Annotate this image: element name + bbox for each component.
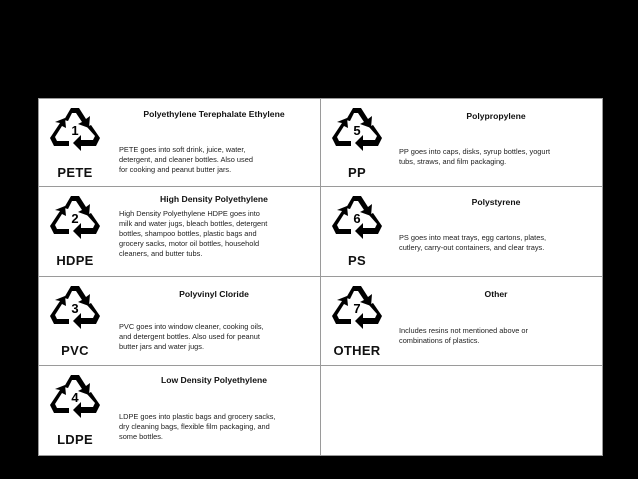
desc-line: bottles, shampoo bottles, plastic bags and bbox=[119, 229, 257, 238]
desc-line: grocery sacks, motor oil bottles, household bbox=[119, 239, 260, 248]
recycle-icon bbox=[45, 283, 105, 329]
recycle-icon bbox=[327, 193, 387, 239]
desc-line: Includes resins not mentioned above or bbox=[399, 326, 529, 335]
recycle-icon bbox=[45, 193, 105, 239]
resin-number: 6 bbox=[353, 211, 361, 226]
recycling-codes-table bbox=[38, 98, 603, 456]
plastic-cell-pp bbox=[320, 98, 603, 187]
resin-code: PVC bbox=[61, 343, 89, 358]
recycle-icon bbox=[327, 105, 387, 151]
plastic-title: Other bbox=[484, 289, 508, 299]
resin-number: 7 bbox=[353, 301, 361, 316]
plastic-description bbox=[119, 412, 319, 442]
plastic-description bbox=[119, 145, 319, 175]
desc-line: LDPE goes into plastic bags and grocery sacks, bbox=[119, 412, 276, 421]
recycle-icon bbox=[45, 372, 105, 418]
plastic-title: Polypropylene bbox=[466, 111, 526, 121]
resin-code: PS bbox=[348, 253, 366, 268]
desc-line: cutlery, carry-out containers, and clear trays. bbox=[399, 243, 545, 252]
resin-code: PETE bbox=[57, 165, 93, 180]
desc-line: PS goes into meat trays, egg cartons, plates, bbox=[399, 233, 547, 242]
plastic-cell-pete bbox=[38, 98, 321, 187]
desc-line: dry cleaning bags, flexible film packaging, and bbox=[119, 422, 270, 431]
desc-line: PETE goes into soft drink, juice, water, bbox=[119, 145, 246, 154]
desc-line: for cooking and peanut butter jars. bbox=[119, 165, 232, 174]
plastic-description bbox=[399, 147, 601, 167]
desc-line: High Density Polyethylene HDPE goes into bbox=[119, 209, 260, 218]
desc-line: and detergent bottles. Also used for peanut bbox=[119, 332, 260, 341]
plastic-description bbox=[399, 233, 601, 253]
plastic-title: Polyvinyl Cloride bbox=[179, 289, 249, 299]
resin-code: HDPE bbox=[56, 253, 94, 268]
desc-line: tubs, straws, and film packaging. bbox=[399, 157, 507, 166]
recycle-icon bbox=[327, 283, 387, 329]
desc-line: some bottles. bbox=[119, 432, 163, 441]
resin-code: OTHER bbox=[333, 343, 381, 358]
desc-line: combinations of plastics. bbox=[399, 336, 480, 345]
plastic-cell-hdpe bbox=[38, 186, 321, 277]
desc-line: butter jars and water jugs. bbox=[119, 342, 205, 351]
plastic-cell-other bbox=[320, 276, 603, 366]
plastic-cell-ps bbox=[320, 186, 603, 277]
empty-cell bbox=[320, 365, 603, 456]
resin-number: 1 bbox=[71, 123, 79, 138]
desc-line: detergent, and cleaner bottles. Also used bbox=[119, 155, 253, 164]
desc-line: milk and water jugs, bleach bottles, detergent bbox=[119, 219, 268, 228]
resin-number: 5 bbox=[353, 123, 361, 138]
resin-number: 2 bbox=[71, 211, 79, 226]
plastic-title: High Density Polyethylene bbox=[160, 194, 268, 204]
plastic-description bbox=[119, 322, 319, 352]
plastic-title: Polyethylene Terephalate Ethylene bbox=[143, 109, 285, 119]
desc-line: PVC goes into window cleaner, cooking oils, bbox=[119, 322, 264, 331]
plastic-cell-ldpe bbox=[38, 365, 321, 456]
plastic-title: Polystyrene bbox=[471, 197, 521, 207]
recycle-icon bbox=[45, 105, 105, 151]
plastic-cell-pvc bbox=[38, 276, 321, 366]
resin-number: 3 bbox=[71, 301, 79, 316]
plastic-title: Low Density Polyethylene bbox=[160, 375, 268, 385]
plastic-description bbox=[119, 209, 319, 259]
desc-line: PP goes into caps, disks, syrup bottles, yogurt bbox=[399, 147, 551, 156]
resin-code: PP bbox=[348, 165, 366, 180]
resin-code: LDPE bbox=[57, 432, 93, 447]
plastic-description bbox=[399, 326, 601, 346]
desc-line: cleaners, and butter tubs. bbox=[119, 249, 203, 258]
resin-number: 4 bbox=[71, 390, 79, 405]
